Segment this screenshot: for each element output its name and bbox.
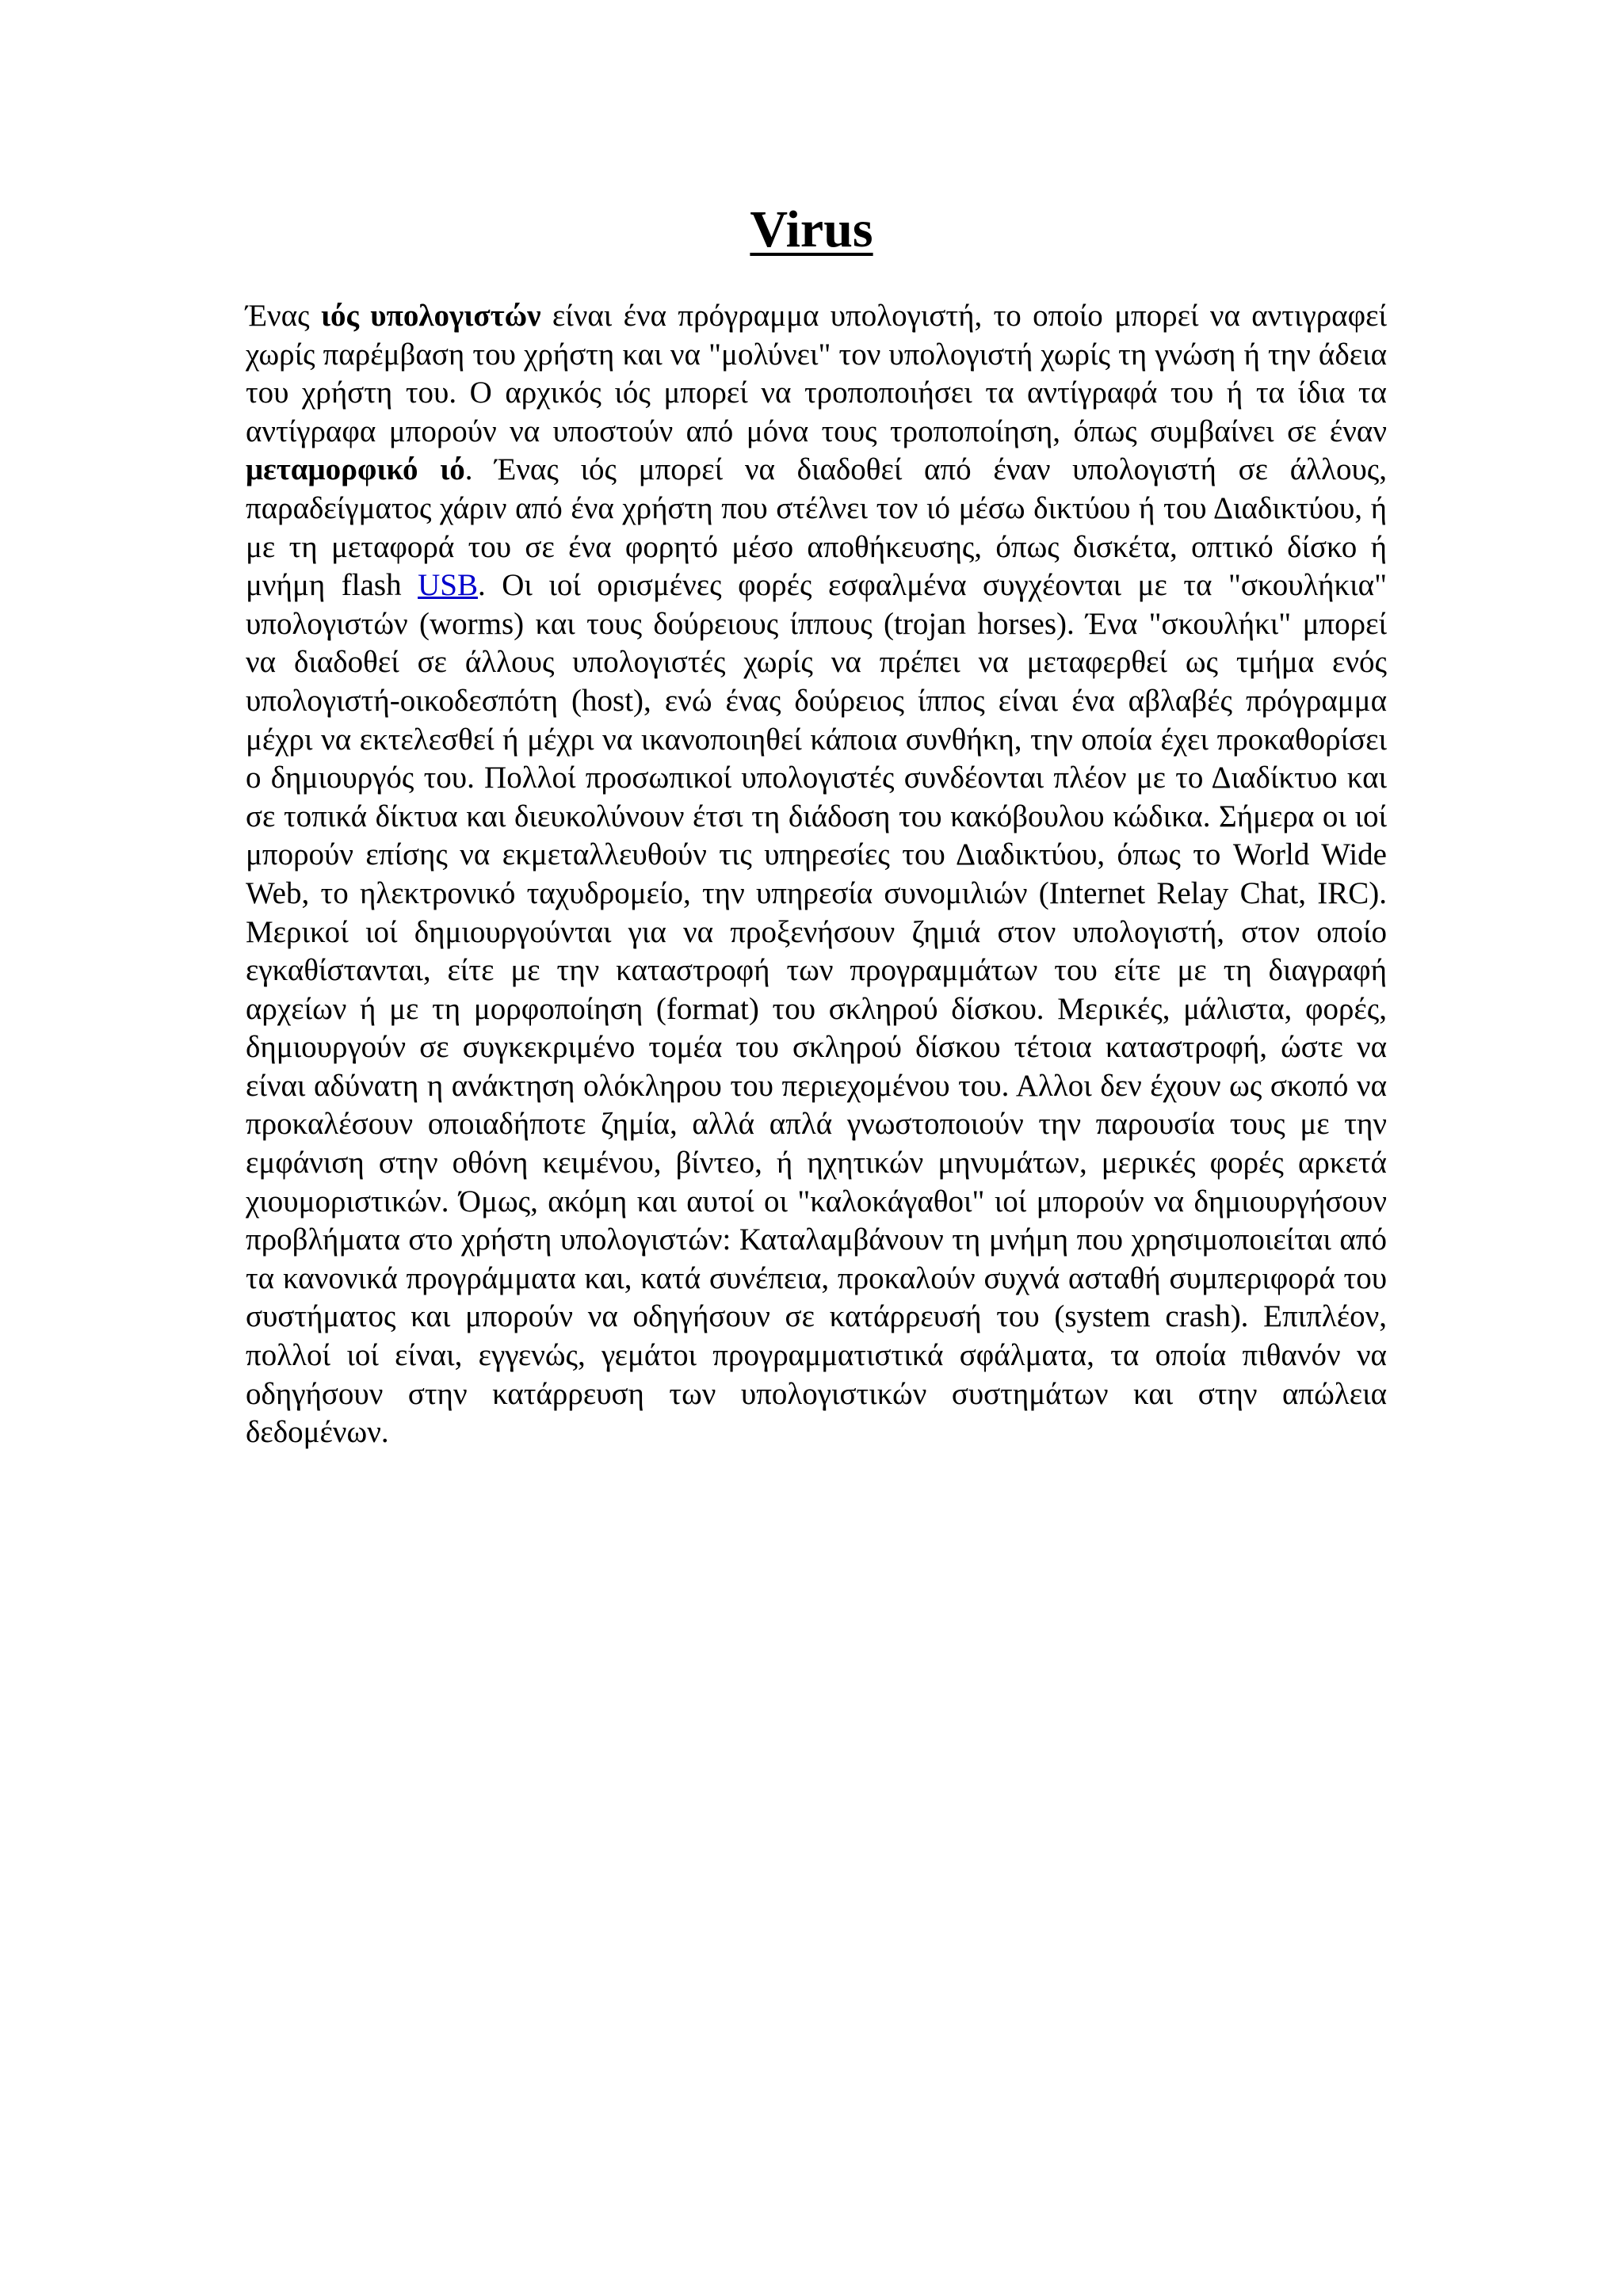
page-title: Virus <box>750 200 873 258</box>
paragraph-text: . Οι ιοί ορισμένες φορές εσφαλμένα συγχέονται με τα "σκουλήκια" υπολογιστών (worms) και τους δούρειους ίππους (trojan horses). Ένα "σκουλήκι" μπορεί να διαδοθεί σε άλλους υπολογιστές χωρίς να πρέπει να μεταφερθεί ως τμήμα ενός υπολογιστή-οικοδεσπότη (host), ενώ ένας δούρειος ίππος είναι ένα αβλαβές πρόγραμμα μέχρι να εκτελεσθεί ή μέχρι να ικανοποιηθεί κάποια συνθήκη, την οποία έχει προκαθορίσει ο δημιουργός του. Πολλοί προσωπικοί υπολογιστές συνδέονται πλέον με το Διαδίκτυο και σε τοπικά δίκτυα και διευκολύνουν έτσι τη διάδοση του κακόβουλου κώδικα. Σήμερα οι ιοί μπορούν επίσης να εκμεταλλευθούν τις υπηρεσίες του Διαδικτύου, όπως το World Wide Web, το ηλεκτρονικό ταχυδρομείο, την υπηρεσία συνομιλιών (Internet Relay Chat, IRC). Μερικοί ιοί δημιουργούνται για να προξενήσουν ζημιά στον υπολογιστή, στον οποίο εγκαθίστανται, είτε με την καταστροφή των προγραμμάτων του είτε με τη διαγραφή αρχείων ή με τη μορφοποίηση (format) του σκληρού δίσκου. Μερικές, μάλιστα, φορές, δημιουργούν σε συγκεκριμένο τομέα του σκληρού δίσκου τέτοια καταστροφή, ώστε να είναι αδύνατη η ανάκτηση ολόκληρου του περιεχομένου του. Αλλοι δεν έχουν ως σκοπό να προκαλέσουν οποιαδήποτε ζημία, αλλά απλά γνωστοποιούν την παρουσία τους με την εμφάνιση στην οθόνη κειμένου, βίντεο, ή ηχητικών μηνυμάτων, μερικές φορές αρκετά χιουμοριστικών. Όμως, ακόμη και αυτοί οι "καλοκάγαθοι" ιοί μπορούν να δημιουργήσουν προβλήματα στο χρήστη υπολογιστών: Καταλαμβάνουν τη μνήμη που χρησιμοποιείται από τα κανονικά προγράμματα και, κατά συνέπεια, προκαλούν συχνά ασταθή συμπεριφορά του συστήματος και μπορούν να οδηγήσουν σε κατάρρευσή του (system crash). Επιπλέον, πολλοί ιοί είναι, εγγενώς, γεμάτοι προγραμματιστικά σφάλματα, τα οποία πιθανόν να οδηγήσουν στην κατάρρευση των υπολογιστικών συστημάτων και στην απώλεια δεδομένων. <box>246 568 1387 1450</box>
bold-term-computer-virus: ιός υπολογιστών <box>320 299 541 333</box>
usb-link[interactable]: USB <box>418 568 478 603</box>
article-paragraph <box>246 297 1387 1452</box>
paragraph-text: Ένας <box>246 299 321 333</box>
paragraph-text: . Ένας ιός μπορεί να διαδοθεί από έναν υπολογιστή σε άλλους, παραδείγματος χάριν από ένα χρήστη που στέλνει τον ιό μέσω δικτύου ή του Διαδικτύου, ή με τη μεταφορά του σε ένα φορητό μέσο αποθήκευσης, όπως δισκέτα, οπτικό δίσκο ή μνήμη flash <box>246 452 1387 603</box>
paragraph-text: είναι ένα πρόγραμμα υπολογιστή, το οποίο μπορεί να αντιγραφεί χωρίς παρέμβαση του χρήστη και να "μολύνει" τον υπολογιστή χωρίς τη γνώση ή την άδεια του χρήστη του. Ο αρχικός ιός μπορεί να τροποποιήσει τα αντίγραφά του ή τα ίδια τα αντίγραφα μπορούν να υποστούν από μόνα τους τροποποίηση, όπως συμβαίνει σε έναν <box>246 299 1387 448</box>
bold-term-metamorphic-virus: μεταμορφικό ιό <box>246 452 465 487</box>
